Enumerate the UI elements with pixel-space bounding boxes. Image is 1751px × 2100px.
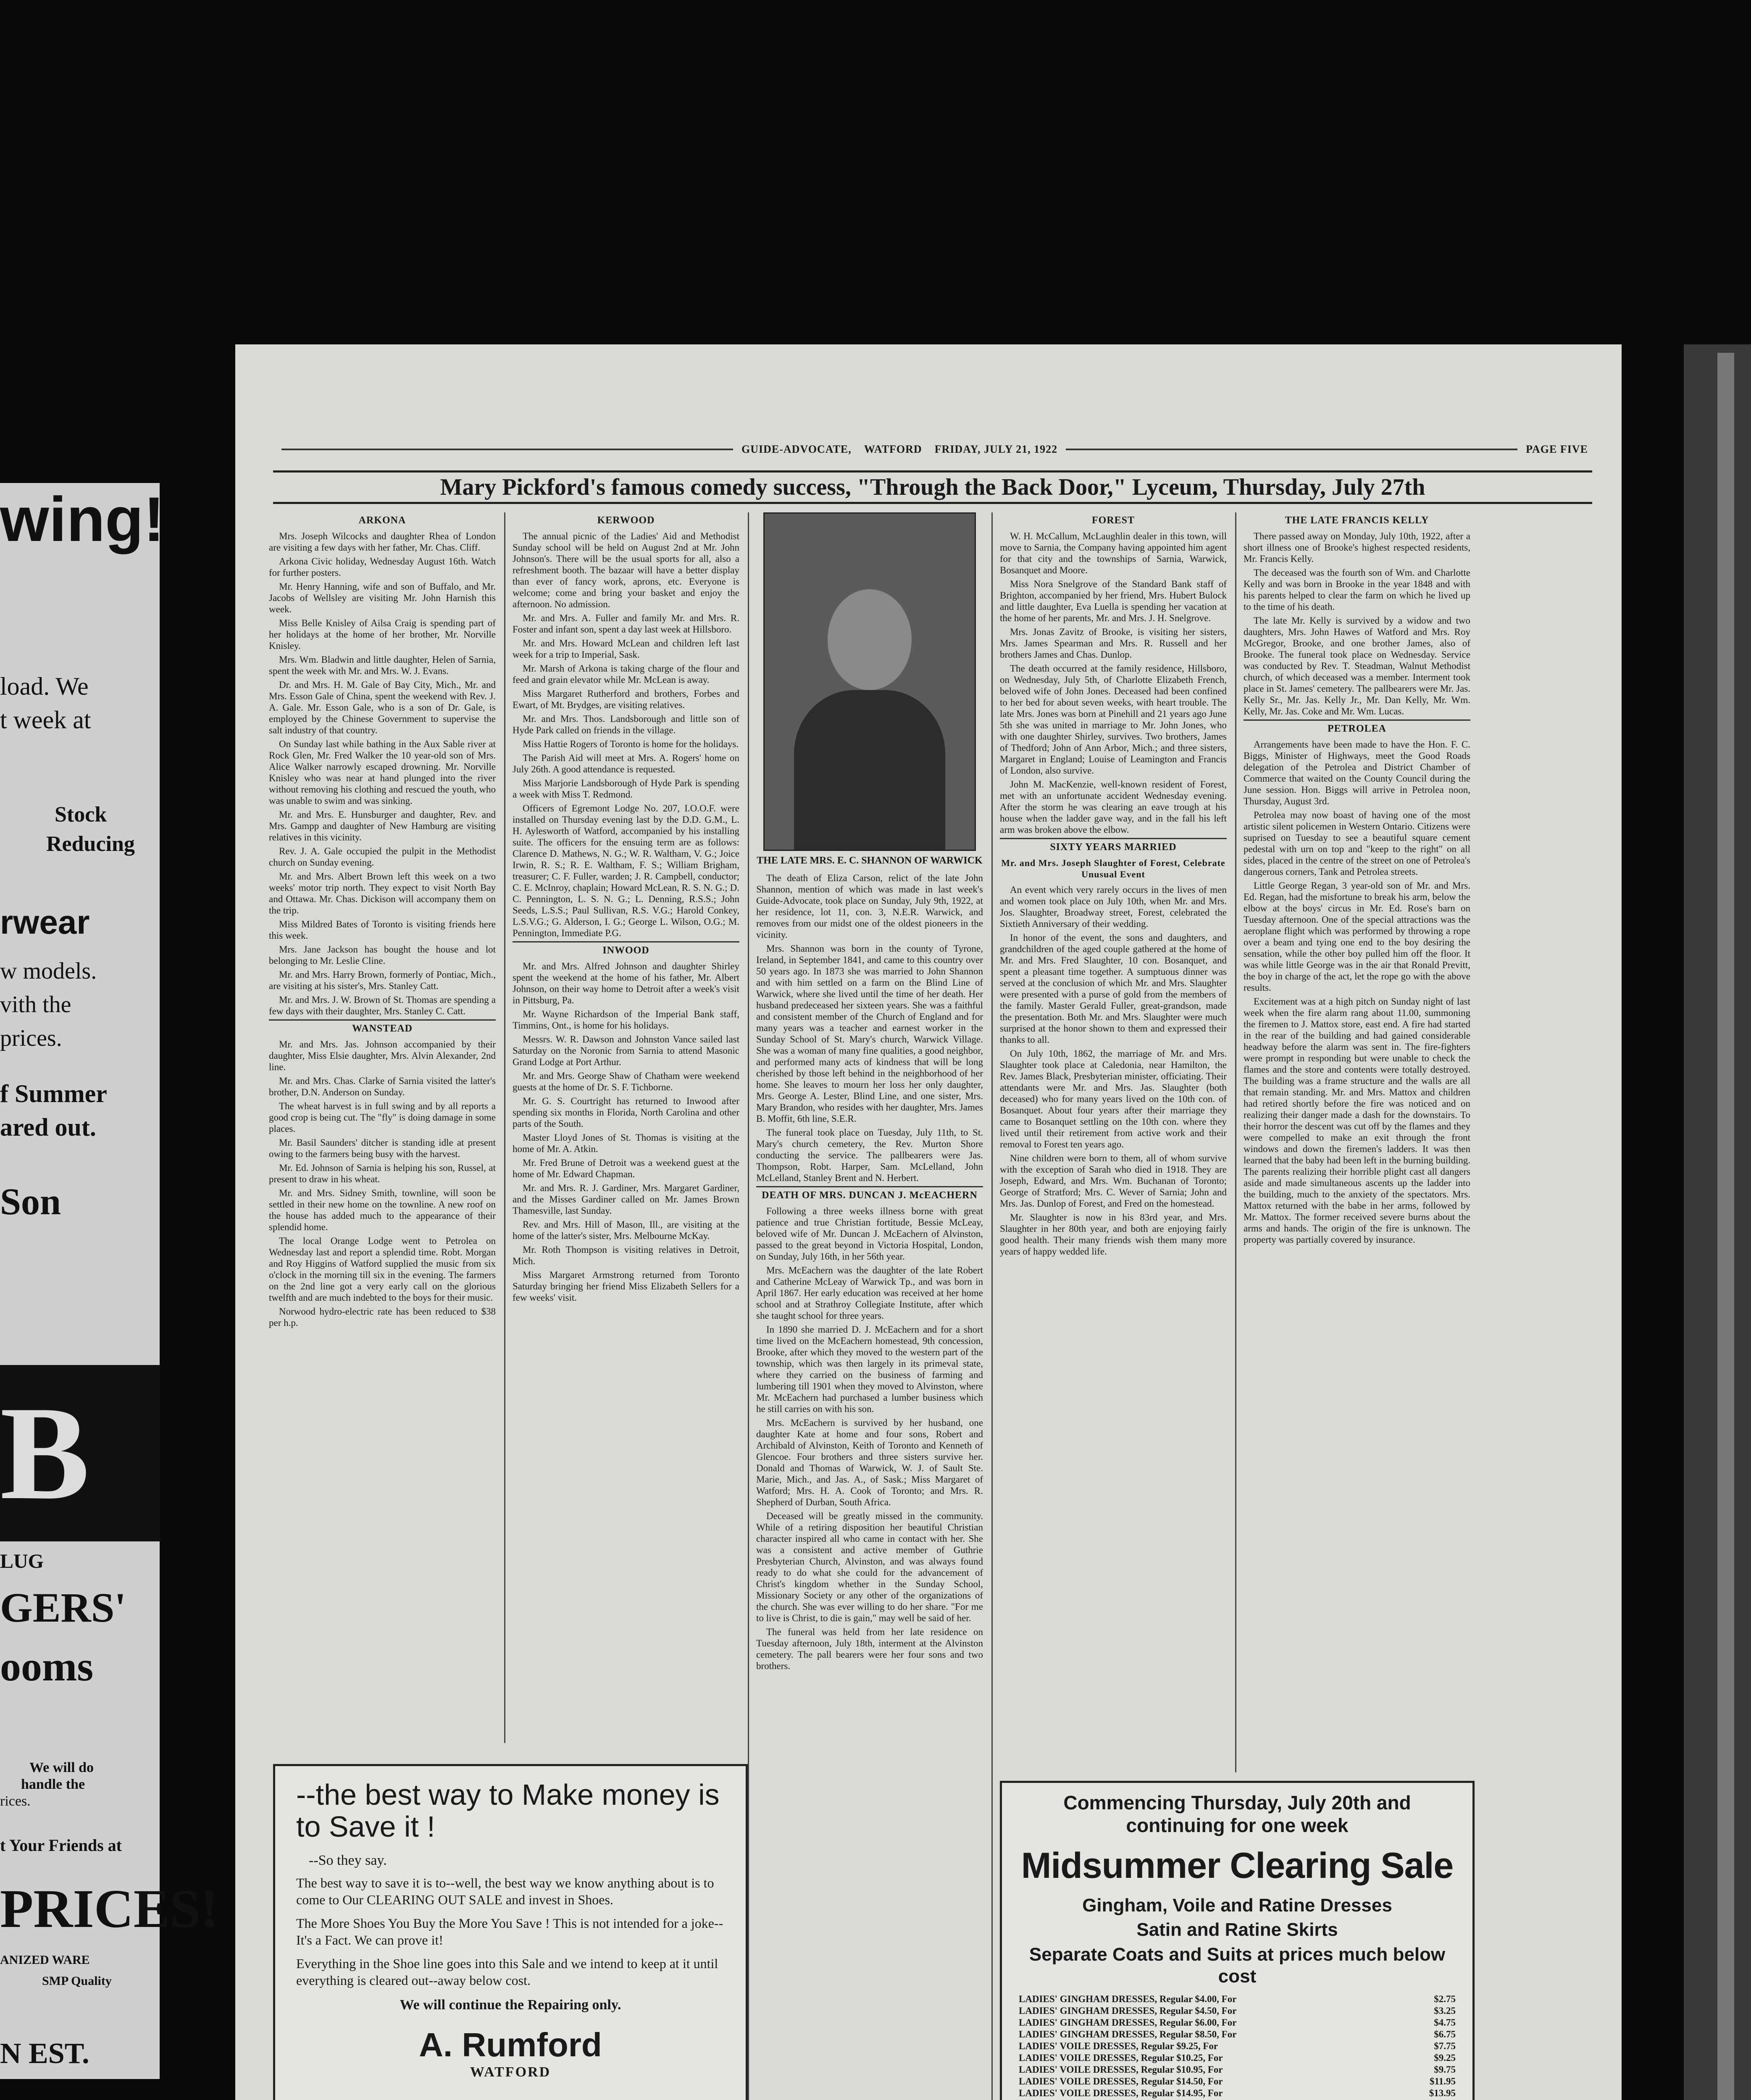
ad-line: We will continue the Repairing only. <box>400 1997 621 2013</box>
paragraph: The late Mr. Kelly is survived by a widow and two daughters, Mrs. John Hawes of Watford and Mrs. Roy McGregor, Brooke, and one brother James, also of Brooke. The funeral took place on Wednesday. Service was conducted by Rev. T. Steadman, Walnut Methodist church, of which deceased was a member. Interment took place in St. James' cemetery. The pallbearers were Mr. Jas. Kelly Sr., Mr. Jas. Kelly Jr., Mr. Dan Kelly, Mr. Wm. Kelly, Mr. Jas. Coke and Mr. Wm. Lucas. <box>1244 615 1470 717</box>
left-fragment: prices. <box>0 1025 62 1051</box>
price-row <box>1019 2064 1456 2076</box>
paragraph: Mr. and Mrs. Howard McLean and children left last week for a trip to Imperial, Sask. <box>513 638 739 660</box>
paragraph: Little George Regan, 3 year-old son of Mr. and Mrs. Ed. Regan, had the misfortune to break his arm, below the elbow at the boys' circus in Mr. Ed. Rose's barn on Tuesday afternoon. One of the special attractions was the aeroplane flight which was performed by throwing a rope over a beam and tying one end to the boy desiring the sensation, while the other boy pulled him off the floor. It was while little George was in the air that Ronald Previtt, the boy in charge of the act, let the rope go with the above results. <box>1244 880 1470 993</box>
paragraph: On Sunday last while bathing in the Aux Sable river at Rock Glen, Mr. Fred Walker the 10 year-old son of Mrs. Alice Walker narrowly escaped drowning. Mr. Norville Knisley who was near at hand plunged into the river without removing his clothing and rescued the youth, who was unable to swim and was sinking. <box>269 739 496 806</box>
paragraph: The local Orange Lodge went to Petrolea on Wednesday last and report a splendid time. Robt. Morgan and Roy Higgins of Watford supplied the music from six o'clock in the morning till six in the evening. The farmers on the 2nd line got a very early call on the glorious twelfth and are much indebted to the boys for their music. <box>269 1236 496 1303</box>
paragraph: Mr. and Mrs. Harry Brown, formerly of Pontiac, Mich., are visiting at his sister's, Mrs. Stanley Catt. <box>269 969 496 991</box>
left-fragment: Son <box>0 1181 61 1223</box>
price-value: $13.95 <box>1429 2088 1456 2098</box>
column-4 <box>1000 512 1227 1260</box>
column-rule <box>748 512 749 2100</box>
rumford-shoe-ad <box>273 1764 748 2100</box>
paragraph: Norwood hydro-electric rate has been reduced to $38 per h.p. <box>269 1306 496 1328</box>
ad-top-line: Commencing Thursday, July 20th and continuing for one week <box>1063 1792 1411 1836</box>
paragraph: Master Lloyd Jones of St. Thomas is visiting at the home of Mr. A. Atkin. <box>513 1132 739 1154</box>
paragraph: Mr. and Mrs. Albert Brown left this week on a two weeks' motor trip north. They expect to visit North Bay and Ottawa. Mr. Chas. Dickison will accompany them on the trip. <box>269 871 496 916</box>
price-item: LADIES' VOILE DRESSES, Regular $14.50, For <box>1019 2076 1223 2087</box>
price-value: $6.75 <box>1434 2029 1456 2040</box>
section-heading: FOREST <box>1091 515 1135 526</box>
section-subheading: Mr. and Mrs. Joseph Slaughter of Forest, Celebrate Unusual Event <box>1001 858 1225 879</box>
issue-date: FRIDAY, JULY 21, 1922 <box>934 443 1058 455</box>
paragraph: Mr. and Mrs. Jas. Johnson accompanied by their daughter, Miss Elsie daughter, Mrs. Alvin Alexander, 2nd line. <box>269 1039 496 1072</box>
paragraph: The deceased was the fourth son of Wm. and Charlotte Kelly and was born in Brooke in the year 1848 and with his parents helped to clear the farm on which he lived up to the time of his death. <box>1244 567 1470 612</box>
paragraph: Mr. Slaughter is now in his 83rd year, and Mrs. Slaughter in her 80th year, and both are enjoying fairly good health. Their many friends wish them many more years of happy wedded life. <box>1000 1212 1227 1257</box>
left-fragment: w models. <box>0 958 97 984</box>
price-row <box>1019 2087 1456 2099</box>
column-rule <box>504 512 505 1743</box>
paragraph: Miss Nora Snelgrove of the Standard Bank staff of Brighton, accompanied by her friend, Mrs. Hubert Bulock and little daughter, Eva Luella is spending her vacation at the home of her parents, Mr. and Mrs. J. H. Snelgrove. <box>1000 579 1227 623</box>
price-item: LADIES' GINGHAM DRESSES, Regular $4.00, For <box>1019 1994 1237 2004</box>
page-number: PAGE FIVE <box>1526 443 1588 455</box>
left-fragment: rwear <box>0 903 90 941</box>
paragraph: Mrs. McEachern was the daughter of the late Robert and Catherine McLeay of Warwick Tp., and was born in April 1867. Her early education was received at her home school and at Strathroy Collegiate Institute, after which she taught school for three years. <box>756 1265 983 1321</box>
left-fragment: handle the <box>21 1777 85 1792</box>
paragraph: Mr. and Mrs. R. J. Gardiner, Mrs. Margaret Gardiner, and the Misses Gardiner called on Mr. James Brown Thamesville, last Sunday. <box>513 1183 739 1216</box>
left-fragment: load. We <box>0 672 89 700</box>
paragraph: The death of Eliza Carson, relict of the late John Shannon, mention of which was made in last week's Guide-Advocate, took place on Sunday, July 9th, 1922, at her residence, lot 11, con. 3, N.E.R. Warwick, and removes from our midst one of the oldest pioneers in the vicinity. <box>756 873 983 940</box>
paragraph: Rev. J. A. Gale occupied the pulpit in the Methodist church on Sunday evening. <box>269 846 496 868</box>
paragraph: Mrs. Shannon was born in the county of Tyrone, Ireland, in September 1841, and came to this country over 50 years ago. In 1873 she was married to John Shannon and with him settled on a farm on the Blind Line of Warwick, where she lived until the time of her death. Her husband predeceased her sixteen years. She was a faithful and consistent member of the Church of England and for many years was a teacher and earnest worker in the Sunday School of St. Mary's church, Warwick Village. She was a woman of many fine qualities, a good neighbor, and performed many acts of kindness that will be long cherished by those left behind in the neighborhood of her home. She leaves to mourn her loss her only daughter, Mrs. George A. Lester, Blind Line, and one sister, Mrs. Mary Brandon, who resides with her daughter, Mrs. James B. Moffit, 6th line, S.E.R. <box>756 943 983 1124</box>
price-value: $9.75 <box>1434 2064 1456 2075</box>
paragraph: Petrolea may now boast of having one of the most artistic silent policemen in Western Ontario. Citizens were suprised on Tuesday to see a beautiful square cement pedestal with urn on top and "keep to the right" on all sides, placed in the centre of the street on one of Petrolea's dangerous corners, Tank and Petrolea streets. <box>1244 810 1470 877</box>
section-heading: KERWOOD <box>597 515 655 526</box>
paragraph: On July 10th, 1862, the marriage of Mr. and Mrs. Slaughter took place at Caledonia, near Hamilton, the Rev. James Black, Presbyterian minister, officiating. Their attendants were Mr. and Mrs. Jas. Slaughter (both deceased) who for many years lived on the 10th con. of Bosanquet. About four years after their marriage they came to Bosanquet settling on the 10th con. where they lived until their retirement from active work and their removal to Forest ten years ago. <box>1000 1048 1227 1150</box>
price-item: LADIES' VOILE DRESSES, Regular $10.25, For <box>1019 2053 1223 2063</box>
newspaper-page <box>235 344 1622 2100</box>
paragraph: The Parish Aid will meet at Mrs. A. Rogers' home on July 26th. A good attendance is requested. <box>513 753 739 774</box>
ad-line: Gingham, Voile and Ratine Dresses <box>1082 1895 1392 1916</box>
paragraph: The funeral took place on Tuesday, July 11th, to St. Mary's church cemetery, the Rev. Murton Shore conducting the service. The pallbearers were Jas. Thompson, Robt. Harper, Sam. McLelland, John McLelland, Stanley Brent and N. Herbert. <box>756 1127 983 1183</box>
left-fragment: ared out. <box>0 1113 96 1141</box>
head-rule <box>281 449 733 450</box>
paragraph: Excitement was at a high pitch on Sunday night of last week when the fire alarm rang about 11.00, summoning the firemen to J. Mattox store, east end. A fire had started in the rear of the building and had gained considerable headway before the alarm was sent in. The fire-fighters were prompt in responding but were unable to check the flames and the store and contents were totally destroyed. The building was a frame structure and the walls are all that remain standing. Mr. and Mrs. Mattox and children had retired shortly before the fire was noticed and on realizing their danger made a dash for the downstairs. To their horror the descent was cut off by the flames and they were compelled to make an exit through the front windows and down the firemen's ladders. It was then learned that the baby had been left in the burning building. The parents realizing their horrible plight cast all dangers aside and made simultaneous ascents up the ladder into the building, much to the anxiety of the spectators. Mrs. Mattox returned with the babe in her arms, followed by Mr. Mattox. The former received severe burns about the arms and hands. The origin of the fire is unknown. The property was partially covered by insurance. <box>1244 996 1470 1245</box>
price-value: $7.75 <box>1434 2041 1456 2051</box>
ad-line: The More Shoes You Buy the More You Save ! This is not intended for a joke-- It's a Fact. We can prove it! <box>296 1916 723 1948</box>
column-5 <box>1244 512 1470 1248</box>
paragraph: John M. MacKenzie, well-known resident of Forest, met with an unfortunate accident Wednesday evening. After the storm he was clearing an eave trough at his house when the ladder gave way, and in the fall his left arm was broken above the elbow. <box>1000 779 1227 835</box>
column-3 <box>756 512 983 1674</box>
left-fragment: f Summer <box>0 1080 107 1108</box>
paragraph: In honor of the event, the sons and daughters, and grandchildren of the aged couple gathered at the home of Mr. and Mrs. Fred Slaughter, 10 con. Bosanquet, and spent a pleasant time together. A sumptuous dinner was served at the conclusion of which Mr. and Mrs. Slaughter were presented with a purse of gold from the members of the family. Master Gerald Fuller, great-grandson, made the presentation. Both Mr. and Mrs. Slaughter were much surprised at the honor shown to them and expressed their thanks to all. <box>1000 932 1227 1045</box>
running-head <box>273 441 1588 458</box>
fashion-shop-ad <box>1000 1781 1475 2100</box>
price-row <box>1019 2076 1456 2087</box>
portrait-head <box>828 589 912 690</box>
section-heading: ARKONA <box>358 515 406 526</box>
left-fragment: t week at <box>0 706 91 734</box>
paragraph: Mr. and Mrs. Thos. Landsborough and little son of Hyde Park called on friends in the village. <box>513 714 739 735</box>
paragraph: Mrs. Jonas Zavitz of Brooke, is visiting her sisters, Mrs. James Spearman and Mrs. R. Russell and her brothers James and Chas. Dunlop. <box>1000 627 1227 660</box>
paragraph: Mr. Henry Hanning, wife and son of Buffalo, and Mr. Jacobs of Wellsley are visiting Mr. John Harnish this week. <box>269 581 496 614</box>
left-fragment: ooms <box>0 1643 94 1690</box>
price-row <box>1019 2005 1456 2017</box>
paragraph: Mr. G. S. Courtright has returned to Inwood after spending six months in Florida, North Carolina and other parts of the South. <box>513 1096 739 1129</box>
section-heading: DEATH OF MRS. DUNCAN J. McEACHERN <box>756 1186 983 1201</box>
paragraph: Mr. Ed. Johnson of Sarnia is helping his son, Russel, at present to draw in his wheat. <box>269 1163 496 1184</box>
price-item: LADIES' GINGHAM DRESSES, Regular $8.50, For <box>1019 2029 1237 2040</box>
paragraph: Miss Mildred Bates of Toronto is visiting friends here this week. <box>269 919 496 941</box>
price-value: $2.75 <box>1434 1994 1456 2004</box>
left-fragment: Reducing <box>46 832 135 856</box>
paragraph: Mr. and Mrs. George Shaw of Chatham were weekend guests at the home of Dr. S. F. Tichborne. <box>513 1071 739 1092</box>
price-row <box>1019 2040 1456 2052</box>
paragraph: Dr. and Mrs. H. M. Gale of Bay City, Mich., Mr. and Mrs. Esson Gale of China, spent the weekend with Rev. J. A. Gale. Mr. Esson Gale, who is a son of Dr. Gale, is employed by the Chinese Government to supervise the salt industry of that country. <box>269 680 496 735</box>
left-fragment: Stock <box>55 803 107 827</box>
price-row <box>1019 1993 1456 2005</box>
banner-headline: Mary Pickford's famous comedy success, "Through the Back Door," Lyceum, Thursday, July 27th <box>273 470 1592 504</box>
price-table <box>1015 1993 1460 2099</box>
ad-merchant-name: A. Rumford <box>419 2026 602 2063</box>
paragraph: The death occurred at the family residence, Hillsboro, on Wednesday, July 5th, of Charlotte Elizabeth French, beloved wife of John Jones. Deceased had been confined to her bed for about seven weeks, with heart trouble. The late Mrs. Jones was born at Pinehill and 21 years ago June 5th she was united in marriage to Mr. John Jones, who with one daughter Shirley, survives. Two brothers, James of Thedford; John of Ann Arbor, Mich.; and three sisters, Margaret in England; Louise of Leamington and Francis of London, also survive. <box>1000 663 1227 776</box>
town-name: WATFORD <box>864 443 922 455</box>
paragraph: Officers of Egremont Lodge No. 207, I.O.O.F. were installed on Thursday evening last by the D.D. G.M., L. H. Aylesworth of Watford, accompanied by his installing suite. The officers for the ensuing term are as follows: Clarence D. Mathews, N. G.; W. R. Waltham, V. G.; Joice Irwin, R. S.; R. E. Waltham, F. S.; William Brigham, treasurer; C. F. Fuller, warden; J. R. Campbell, conductor; C. E. McInroy, chaplain; Howard McLean, R. S. N. G.; D. C. Pennington, L. S. N. G.; L. Denning, R.S.S.; John Seeds, L.S.S.; Paul Sullivan, R.S. V.G.; Harold Conkey, L.S.V.G.; G. Alderson, I. G.; George L. Wilson, O.G.; M. Pennington, Immediate P.G. <box>513 803 739 938</box>
section-heading: SIXTY YEARS MARRIED <box>1000 838 1227 853</box>
paragraph: Mr. and Mrs. J. W. Brown of St. Thomas are spending a few days with their daughter, Mrs. Stanley C. Catt. <box>269 995 496 1016</box>
left-fragment: wing! <box>0 484 165 554</box>
section-heading: WANSTEAD <box>269 1019 496 1034</box>
section-heading: INWOOD <box>513 941 739 956</box>
paragraph: Miss Belle Knisley of Ailsa Craig is spending part of her holidays at the home of her brother, Mr. Norville Knisley. <box>269 618 496 651</box>
paragraph: There passed away on Monday, July 10th, 1922, after a short illness one of Brooke's highest respected residents, Mr. Francis Kelly. <box>1244 531 1470 564</box>
paragraph: The annual picnic of the Ladies' Aid and Methodist Sunday school will be held on August 2nd at Mr. John Johnson's. There will be the usual sports for all, also a refreshment booth. The bazaar will have a better display than ever of fancy work, aprons, etc. Everyone is welcome; come and bring your basket and enjoy the afternoon. No admission. <box>513 531 739 609</box>
paragraph: Mr. Fred Brune of Detroit was a weekend guest at the home of Mr. Edward Chapman. <box>513 1158 739 1179</box>
left-fragment: N EST. <box>0 2037 89 2070</box>
photo-caption: THE LATE MRS. E. C. SHANNON OF WARWICK <box>757 855 983 866</box>
price-item: LADIES' GINGHAM DRESSES, Regular $4.50, For <box>1019 2006 1237 2016</box>
price-item: LADIES' VOILE DRESSES, Regular $14.95, For <box>1019 2088 1223 2098</box>
paragraph: Rev. and Mrs. Hill of Mason, Ill., are visiting at the home of the latter's sister, Mrs. Melbourne McKay. <box>513 1219 739 1241</box>
ad-line: Satin and Ratine Skirts <box>1136 1919 1338 1940</box>
portrait-body <box>794 690 945 850</box>
paper-name: GUIDE-ADVOCATE, <box>741 443 852 455</box>
paragraph: Miss Margaret Rutherford and brothers, Forbes and Ewart, of Mt. Brydges, are visiting relatives. <box>513 688 739 710</box>
column-1 <box>269 512 496 1331</box>
price-item: LADIES' VOILE DRESSES, Regular $9.25, For <box>1019 2041 1218 2051</box>
paragraph: Miss Margaret Armstrong returned from Toronto Saturday bringing her friend Miss Elizabeth Sellers for a few weeks' visit. <box>513 1270 739 1303</box>
left-fragment: LUG <box>0 1550 44 1572</box>
column-rule <box>991 512 993 2100</box>
left-fragment: B <box>0 1365 160 1541</box>
price-value: $9.25 <box>1434 2053 1456 2063</box>
price-row <box>1019 2052 1456 2064</box>
paragraph: Mrs. Jane Jackson has bought the house and lot belonging to Mr. Leslie Cline. <box>269 944 496 966</box>
left-fragment: PRICES! <box>0 1879 219 1939</box>
ad-line: Everything in the Shoe line goes into this Sale and we intend to keep at it until everything is cleared out--away below cost. <box>296 1956 718 1988</box>
paragraph: Mr. Basil Saunders' ditcher is standing idle at present owing to the farmers being busy with the harvest. <box>269 1137 496 1159</box>
price-row <box>1019 2017 1456 2029</box>
paragraph: Mrs. McEachern is survived by her husband, one daughter Kate at home and four sons, Robert and Archibald of Alvinston, Keith of Toronto and Kenneth of Glencoe. Four brothers and three sisters survive her. Donald and Thomas of Warwick, W. J. of Sault Ste. Marie, Mich., and Jas. A., of Sask.; Miss Margaret of Watford; Mrs. H. A. Cook of Toronto; and Mrs. R. Shepherd of Durban, South Africa. <box>756 1418 983 1507</box>
paragraph: Miss Hattie Rogers of Toronto is home for the holidays. <box>523 739 739 749</box>
paragraph: Messrs. W. R. Dawson and Johnston Vance sailed last Saturday on the Noronic from Sarnia to attend Masonic Grand Lodge at Port Arthur. <box>513 1034 739 1067</box>
paragraph: Mr. and Mrs. Chas. Clarke of Sarnia visited the latter's brother, D.N. Anderson on Sunday. <box>269 1076 496 1097</box>
paragraph: The funeral was held from her late residence on Tuesday afternoon, July 18th, interment at the Alvinston cemetery. The pall bearers were her four sons and two brothers. <box>756 1627 983 1671</box>
ad-line: --So they say. <box>309 1853 387 1868</box>
paragraph: Mr. Roth Thompson is visiting relatives in Detroit, Mich. <box>513 1244 739 1266</box>
paragraph: Mrs. Wm. Bladwin and little daughter, Helen of Sarnia, spent the week with Mr. and Mrs. W. J. Evans. <box>269 654 496 676</box>
paragraph: In 1890 she married D. J. McEachern and for a short time lived on the McEachern homestead, 9th concession, Brooke, after which they moved to the western part of the township, which was then largely in its primeval state, where they carried on the business of farming and lumbering till 1901 when they moved to Alvinston, where Mr. McEachern had purchased a lumber business which he still carries on with his son. <box>756 1324 983 1414</box>
price-item: LADIES' GINGHAM DRESSES, Regular $6.00, For <box>1019 2017 1237 2028</box>
paragraph: Arkona Civic holiday, Wednesday August 16th. Watch for further posters. <box>269 556 496 578</box>
ad-line: Separate Coats and Suits at prices much below cost <box>1029 1944 1446 1987</box>
left-fragment: t Your Friends at <box>0 1836 122 1855</box>
left-fragment: ANIZED WARE <box>0 1953 90 1967</box>
paragraph: Nine children were born to them, all of whom survive with the exception of Sarah who died in 1918. They are Joseph, Edward, and Mrs. Wm. Buchanan of Toronto; George of Stratford; Mrs. C. Wever of Sarnia; John and Mrs. Jas. Dunlop of Forest, and Fred on the homestead. <box>1000 1153 1227 1209</box>
head-rule <box>1066 449 1517 450</box>
paragraph: Miss Marjorie Landsborough of Hyde Park is spending a week with Miss T. Redmond. <box>513 778 739 800</box>
left-fragment: rices. <box>0 1793 31 1809</box>
column-2 <box>513 512 739 1306</box>
paragraph: Mr. Wayne Richardson of the Imperial Bank staff, Timmins, Ont., is home for his holidays. <box>513 1009 739 1031</box>
paragraph: Mr. and Mrs. A. Fuller and family Mr. and Mrs. R. Foster and infant son, spent a day last week at Hillsboro. <box>513 613 739 635</box>
paragraph: Mr. and Mrs. Sidney Smith, townline, will soon be settled in their new home on the townline. A new roof on the house has added much to the appearance of their splendid home. <box>269 1188 496 1232</box>
price-value: $4.75 <box>1434 2017 1456 2028</box>
section-heading: PETROLEA <box>1244 719 1470 735</box>
paragraph: The wheat harvest is in full swing and by all reports a good crop is being cut. The "fly" is doing damage in some places. <box>269 1101 496 1134</box>
left-cropped-page <box>0 483 219 2079</box>
left-fragment: SMP Quality <box>42 1974 112 1988</box>
paragraph: Following a three weeks illness borne with great patience and true Christian fortitude, Bessie McLeay, beloved wife of Mr. Duncan J. McEachern of Alvinston, passed to the great beyond in Victoria Hospital, London, on Sunday, July 16th, in her 56th year. <box>756 1206 983 1262</box>
ad-title: Midsummer Clearing Sale <box>1021 1845 1454 1886</box>
column-rule <box>1235 512 1236 1772</box>
price-row <box>1019 2029 1456 2040</box>
ad-town: WATFORD <box>470 2064 551 2080</box>
left-fragment: We will do <box>29 1760 94 1775</box>
price-value: $11.95 <box>1430 2076 1456 2087</box>
paragraph: Arrangements have been made to have the Hon. F. C. Biggs, Minister of Highways, meet the Good Roads delegation of the Petrolea and District Chamber of Commerce that waited on the County Council during the June session. Hon. Biggs will arrive in Petrolea noon, Thursday, August 3rd. <box>1244 739 1470 806</box>
price-item: LADIES' VOILE DRESSES, Regular $10.95, For <box>1019 2064 1223 2075</box>
portrait-photo <box>763 512 976 851</box>
section-heading: THE LATE FRANCIS KELLY <box>1285 515 1429 526</box>
paragraph: Mr. Marsh of Arkona is taking charge of the flour and feed and grain elevator while Mr. McLean is away. <box>513 663 739 685</box>
right-margin-edge <box>1717 353 1734 2100</box>
paragraph: Mr. and Mrs. Alfred Johnson and daughter Shirley spent the weekend at the home of his father, Mr. Albert Johnson, on their way home to Detroit after a week's visit in Pittsburg, Pa. <box>513 961 739 1005</box>
ad-headline: --the best way to Make money is to Save it ! <box>296 1778 720 1843</box>
paragraph: An event which very rarely occurs in the lives of men and women took place on July 10th, when Mr. and Mrs. Jos. Slaughter, Broadway street, Forest, celebrated the Sixtieth Anniversary of their wedding. <box>1000 885 1227 929</box>
paragraph: Deceased will be greatly missed in the community. While of a retiring disposition her beautiful Christian character inspired all who came in contact with her. She was a consistent and active member of Guthrie Presbyterian Church, Alvinston, and was always found ready to do what she could for the advancement of Christ's kingdom whether in the Sunday School, Missionary Society or any other of the organizations of the church. She was ever willing to do her share. "For me to live is Christ, to die is gain," may well be said of her. <box>756 1511 983 1623</box>
left-fragment: GERS' <box>0 1584 126 1631</box>
paragraph: W. H. McCallum, McLaughlin dealer in this town, will move to Sarnia, the Company having appointed him agent for that city and the townships of Sarnia, Warwick, Bosanquet and Moore. <box>1000 531 1227 575</box>
price-value: $3.25 <box>1434 2006 1456 2016</box>
ad-line: The best way to save it is to--well, the best way we know anything about is to come to Our CLEARING OUT SALE and invest in Shoes. <box>296 1875 714 1907</box>
left-fragment: vith the <box>0 992 71 1018</box>
paragraph: Mrs. Joseph Wilcocks and daughter Rhea of London are visiting a few days with her father, Mr. Chas. Cliff. <box>269 531 496 553</box>
paragraph: Mr. and Mrs. E. Hunsburger and daughter, Rev. and Mrs. Gampp and daughter of New Hamburg are visiting relatives in this vicinity. <box>269 809 496 843</box>
